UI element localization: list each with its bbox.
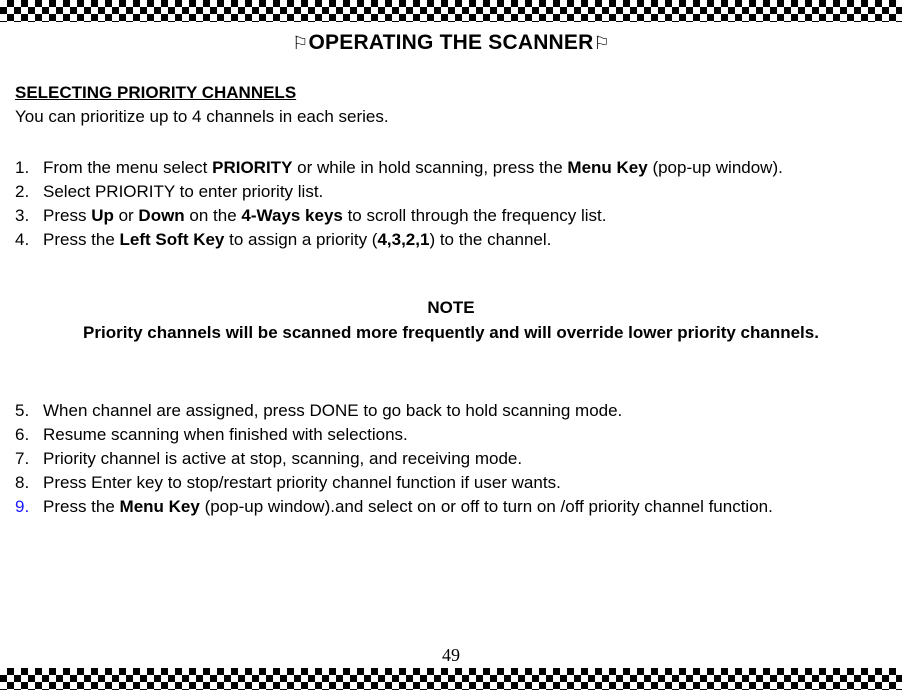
- list-item-text: [43, 180, 875, 204]
- list-item-text: [43, 399, 875, 423]
- checkered-border-top: [0, 0, 902, 22]
- page-number: 49: [442, 645, 460, 665]
- list-item-number: 8.: [15, 473, 30, 492]
- list-item-number: 6.: [15, 425, 30, 444]
- text-run: Press the: [43, 497, 120, 516]
- list-item: [15, 228, 875, 252]
- list-item: [15, 399, 875, 423]
- list-item-number: 7.: [15, 449, 30, 468]
- text-run: When channel are assigned, press DONE to go back to hold scanning mode.: [43, 401, 623, 420]
- list-item-number: 1.: [15, 158, 30, 177]
- list-item-number: 2.: [15, 182, 30, 201]
- list-item-number: 3.: [15, 206, 30, 225]
- list-item: [15, 447, 875, 471]
- list-item-text: [43, 423, 875, 447]
- text-run: Press Enter key to stop/restart priority channel function if user wants.: [43, 473, 561, 492]
- flag-icon: ⚐: [292, 33, 309, 53]
- page-title: [0, 31, 902, 55]
- checkered-border-bottom: [0, 668, 902, 690]
- bold-term: Down: [138, 206, 185, 225]
- list-item-text: [43, 471, 875, 495]
- steps-list-first: [15, 156, 875, 252]
- list-item-text: [43, 228, 875, 252]
- list-item-text: [43, 204, 875, 228]
- list-item-number: 5.: [15, 401, 30, 420]
- bold-term: Menu Key: [119, 497, 200, 516]
- text-run: Priority channel is active at stop, scanning, and receiving mode.: [43, 449, 523, 468]
- bold-term: 4-Ways keys: [241, 206, 343, 225]
- bold-term: PRIORITY: [212, 158, 293, 177]
- bold-term: Left Soft Key: [119, 230, 225, 249]
- bold-term: 4,3,2,1: [377, 230, 430, 249]
- note-body: Priority channels will be scanned more frequently and will override lower priority channels.: [83, 323, 819, 342]
- text-run: (pop-up window).and select on or off to turn on /off priority channel function.: [199, 497, 773, 516]
- flag-icon: ⚐: [593, 33, 610, 53]
- list-item-number: 9.: [15, 497, 30, 516]
- list-item: [15, 156, 875, 180]
- text-run: Resume scanning when finished with selections.: [43, 425, 408, 444]
- intro-text: You can prioritize up to 4 channels in each series.: [15, 107, 389, 126]
- text-run: Press: [43, 206, 92, 225]
- list-item-text: [43, 495, 875, 519]
- text-run: Select PRIORITY to enter priority list.: [43, 182, 324, 201]
- list-item-number: 4.: [15, 230, 30, 249]
- list-item-text: [43, 447, 875, 471]
- text-run: to assign a priority (: [224, 230, 378, 249]
- text-run: Press the: [43, 230, 120, 249]
- list-item: [15, 180, 875, 204]
- text-run: ) to the channel.: [429, 230, 552, 249]
- text-run: (pop-up window).: [647, 158, 783, 177]
- list-item: [15, 204, 875, 228]
- section-heading: SELECTING PRIORITY CHANNELS: [15, 83, 297, 102]
- steps-list-second: [15, 399, 875, 519]
- list-item-text: [43, 156, 875, 180]
- page-title-text: OPERATING THE SCANNER: [308, 31, 594, 54]
- note-title: NOTE: [427, 298, 475, 317]
- bold-term: Menu Key: [567, 158, 648, 177]
- list-item: [15, 471, 875, 495]
- text-run: or: [113, 206, 139, 225]
- text-run: on the: [184, 206, 242, 225]
- text-run: or while in hold scanning, press the: [292, 158, 568, 177]
- list-item: [15, 495, 875, 519]
- text-run: to scroll through the frequency list.: [342, 206, 607, 225]
- bold-term: Up: [91, 206, 114, 225]
- text-run: From the menu select: [43, 158, 213, 177]
- list-item: [15, 423, 875, 447]
